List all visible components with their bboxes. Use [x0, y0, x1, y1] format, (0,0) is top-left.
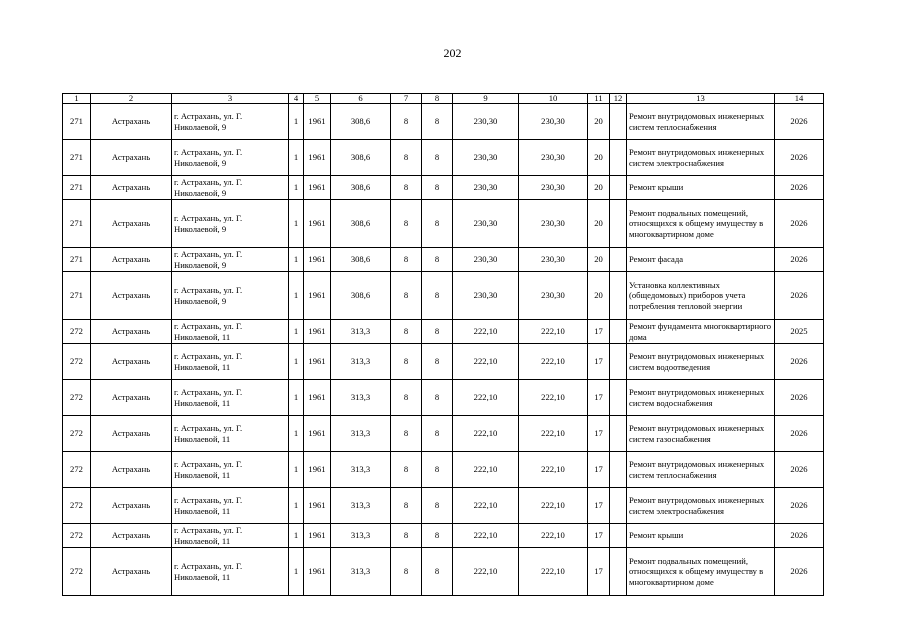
- table-cell: 271: [63, 248, 91, 272]
- table-cell: 222,10: [519, 524, 588, 548]
- table-cell: 8: [391, 452, 422, 488]
- table-cell: 17: [588, 548, 610, 596]
- table-cell: 2026: [775, 344, 824, 380]
- table-cell: 271: [63, 140, 91, 176]
- table-cell: 8: [422, 140, 453, 176]
- table-cell: 313,3: [331, 344, 391, 380]
- table-cell: 308,6: [331, 176, 391, 200]
- table-cell: 222,10: [453, 524, 519, 548]
- table-cell: 8: [422, 200, 453, 248]
- table-cell: 1: [289, 452, 304, 488]
- column-header: 8: [422, 94, 453, 104]
- table-cell: 222,10: [519, 452, 588, 488]
- column-header: 5: [304, 94, 331, 104]
- table-row: [63, 488, 824, 524]
- table-cell: 2026: [775, 176, 824, 200]
- table-cell: [610, 272, 627, 320]
- table-cell: г. Астрахань, ул. Г. Николаевой, 9: [172, 200, 289, 248]
- table-cell: 313,3: [331, 452, 391, 488]
- table-cell: 308,6: [331, 104, 391, 140]
- table-cell: Ремонт подвальных помещений, относящихся к общему имуществу в многоквартирном доме: [627, 548, 775, 596]
- table-cell: Ремонт фундамента многоквартирного дома: [627, 320, 775, 344]
- table-cell: 1961: [304, 272, 331, 320]
- table-cell: 308,6: [331, 140, 391, 176]
- column-header: 9: [453, 94, 519, 104]
- table-cell: 8: [391, 272, 422, 320]
- table-cell: 8: [422, 104, 453, 140]
- table-cell: 308,6: [331, 248, 391, 272]
- table-row: [63, 272, 824, 320]
- table-cell: 2026: [775, 272, 824, 320]
- table-cell: Ремонт внутридомовых инженерных систем водоотведения: [627, 344, 775, 380]
- table-cell: 20: [588, 200, 610, 248]
- table-cell: 272: [63, 380, 91, 416]
- table-cell: 8: [422, 320, 453, 344]
- table-cell: 8: [422, 344, 453, 380]
- table-cell: 20: [588, 104, 610, 140]
- table-cell: Ремонт фасада: [627, 248, 775, 272]
- column-header: 3: [172, 94, 289, 104]
- table-row: [63, 452, 824, 488]
- column-header: 2: [91, 94, 172, 104]
- table-cell: 230,30: [453, 272, 519, 320]
- table-cell: 2026: [775, 200, 824, 248]
- table-cell: 8: [391, 416, 422, 452]
- table-cell: 2026: [775, 380, 824, 416]
- table-body: [63, 94, 824, 596]
- table-cell: 1: [289, 344, 304, 380]
- table-row: [63, 320, 824, 344]
- table-cell: 222,10: [519, 320, 588, 344]
- table-cell: 1961: [304, 344, 331, 380]
- table-cell: 230,30: [519, 200, 588, 248]
- table-row: [63, 344, 824, 380]
- table-cell: г. Астрахань, ул. Г. Николаевой, 11: [172, 548, 289, 596]
- table-cell: 222,10: [519, 344, 588, 380]
- table-cell: 1961: [304, 452, 331, 488]
- column-header: 7: [391, 94, 422, 104]
- table-cell: 17: [588, 320, 610, 344]
- table-cell: 1: [289, 524, 304, 548]
- table-cell: 222,10: [453, 380, 519, 416]
- table-cell: 1961: [304, 320, 331, 344]
- table-cell: г. Астрахань, ул. Г. Николаевой, 11: [172, 524, 289, 548]
- table-cell: Установка коллективных (общедомовых) приборов учета потребления тепловой энергии: [627, 272, 775, 320]
- table-cell: 222,10: [453, 452, 519, 488]
- table-cell: Ремонт внутридомовых инженерных систем теплоснабжения: [627, 104, 775, 140]
- table-row: [63, 524, 824, 548]
- table-cell: 222,10: [519, 380, 588, 416]
- table-cell: [610, 488, 627, 524]
- table-cell: 8: [422, 416, 453, 452]
- column-header: 11: [588, 94, 610, 104]
- table-cell: [610, 380, 627, 416]
- column-header: 6: [331, 94, 391, 104]
- table-cell: [610, 416, 627, 452]
- table-cell: 20: [588, 140, 610, 176]
- table-cell: 1961: [304, 548, 331, 596]
- table-cell: 2026: [775, 548, 824, 596]
- table-cell: 222,10: [453, 344, 519, 380]
- table-cell: 8: [422, 176, 453, 200]
- table-cell: [610, 344, 627, 380]
- table-cell: 17: [588, 524, 610, 548]
- table-cell: 313,3: [331, 548, 391, 596]
- table-row: [63, 140, 824, 176]
- table-row: [63, 176, 824, 200]
- table-row: [63, 416, 824, 452]
- table-cell: 2026: [775, 488, 824, 524]
- table-cell: 2026: [775, 524, 824, 548]
- table-cell: Астрахань: [91, 140, 172, 176]
- table-cell: 271: [63, 104, 91, 140]
- table-cell: Ремонт внутридомовых инженерных систем теплоснабжения: [627, 452, 775, 488]
- table-cell: 222,10: [453, 548, 519, 596]
- table-cell: 1961: [304, 248, 331, 272]
- table-cell: Астрахань: [91, 344, 172, 380]
- table-cell: 2026: [775, 416, 824, 452]
- table-cell: 230,30: [519, 176, 588, 200]
- table-cell: г. Астрахань, ул. Г. Николаевой, 11: [172, 380, 289, 416]
- table-cell: Ремонт подвальных помещений, относящихся к общему имуществу в многоквартирном доме: [627, 200, 775, 248]
- table-cell: 230,30: [519, 248, 588, 272]
- table-cell: 1961: [304, 140, 331, 176]
- column-header: 14: [775, 94, 824, 104]
- table-cell: 230,30: [453, 104, 519, 140]
- table-cell: Ремонт внутридомовых инженерных систем газоснабжения: [627, 416, 775, 452]
- table-cell: г. Астрахань, ул. Г. Николаевой, 11: [172, 344, 289, 380]
- table-cell: 272: [63, 488, 91, 524]
- table-cell: 230,30: [519, 104, 588, 140]
- table-cell: 1961: [304, 104, 331, 140]
- table-cell: Астрахань: [91, 380, 172, 416]
- table-cell: 8: [422, 524, 453, 548]
- table-cell: [610, 548, 627, 596]
- table-cell: 222,10: [519, 488, 588, 524]
- table-cell: г. Астрахань, ул. Г. Николаевой, 9: [172, 272, 289, 320]
- table-cell: Астрахань: [91, 176, 172, 200]
- table-cell: 230,30: [453, 140, 519, 176]
- table-cell: 1961: [304, 200, 331, 248]
- table-cell: 2025: [775, 320, 824, 344]
- column-header: 10: [519, 94, 588, 104]
- table-cell: 313,3: [331, 380, 391, 416]
- table-cell: 1: [289, 248, 304, 272]
- table-cell: 8: [391, 320, 422, 344]
- table-cell: 8: [422, 248, 453, 272]
- table-cell: 230,30: [453, 176, 519, 200]
- table-cell: 8: [391, 104, 422, 140]
- table-cell: [610, 524, 627, 548]
- table-cell: [610, 248, 627, 272]
- table-cell: 1961: [304, 416, 331, 452]
- table-cell: 272: [63, 416, 91, 452]
- table-cell: 230,30: [453, 248, 519, 272]
- table-cell: [610, 140, 627, 176]
- table-cell: 1: [289, 104, 304, 140]
- table-cell: 8: [422, 380, 453, 416]
- table-cell: 20: [588, 272, 610, 320]
- table-cell: 8: [391, 380, 422, 416]
- table-cell: 272: [63, 548, 91, 596]
- table-cell: 272: [63, 320, 91, 344]
- table-cell: г. Астрахань, ул. Г. Николаевой, 9: [172, 140, 289, 176]
- table-cell: 230,30: [519, 272, 588, 320]
- table-cell: г. Астрахань, ул. Г. Николаевой, 9: [172, 248, 289, 272]
- table-cell: г. Астрахань, ул. Г. Николаевой, 11: [172, 416, 289, 452]
- table-cell: Астрахань: [91, 452, 172, 488]
- table-cell: 17: [588, 344, 610, 380]
- table-cell: 1: [289, 320, 304, 344]
- table-cell: 17: [588, 380, 610, 416]
- table-cell: 17: [588, 416, 610, 452]
- column-header: 13: [627, 94, 775, 104]
- table-cell: 313,3: [331, 320, 391, 344]
- table-cell: 1: [289, 176, 304, 200]
- table-cell: Астрахань: [91, 524, 172, 548]
- table-cell: Астрахань: [91, 548, 172, 596]
- column-header: 12: [610, 94, 627, 104]
- table-cell: Астрахань: [91, 488, 172, 524]
- table-cell: 1: [289, 488, 304, 524]
- table-cell: [610, 104, 627, 140]
- page-number: 202: [443, 46, 462, 60]
- table-cell: 308,6: [331, 272, 391, 320]
- table-cell: 230,30: [453, 200, 519, 248]
- table-cell: 8: [391, 176, 422, 200]
- table-cell: 2026: [775, 248, 824, 272]
- table-row: [63, 380, 824, 416]
- table-cell: 17: [588, 452, 610, 488]
- table-cell: 2026: [775, 452, 824, 488]
- table-cell: Ремонт внутридомовых инженерных систем электроснабжения: [627, 140, 775, 176]
- table-cell: 1: [289, 548, 304, 596]
- table-cell: г. Астрахань, ул. Г. Николаевой, 11: [172, 488, 289, 524]
- column-header: 1: [63, 94, 91, 104]
- table-cell: 8: [391, 248, 422, 272]
- table-cell: Астрахань: [91, 416, 172, 452]
- header-row: [63, 94, 824, 104]
- table-cell: 8: [422, 488, 453, 524]
- table-cell: 1: [289, 272, 304, 320]
- table-cell: Астрахань: [91, 104, 172, 140]
- table-cell: Астрахань: [91, 248, 172, 272]
- table-cell: 1961: [304, 380, 331, 416]
- table-cell: 8: [422, 452, 453, 488]
- table-cell: 1: [289, 416, 304, 452]
- table-cell: 8: [391, 524, 422, 548]
- table-cell: 2026: [775, 140, 824, 176]
- table-cell: г. Астрахань, ул. Г. Николаевой, 11: [172, 452, 289, 488]
- table-cell: [610, 200, 627, 248]
- table-cell: Ремонт внутридомовых инженерных систем электроснабжения: [627, 488, 775, 524]
- table-cell: 1961: [304, 176, 331, 200]
- table-cell: 272: [63, 452, 91, 488]
- table-cell: 17: [588, 488, 610, 524]
- table-cell: Ремонт внутридомовых инженерных систем водоснабжения: [627, 380, 775, 416]
- table-cell: 2026: [775, 104, 824, 140]
- table-cell: [610, 452, 627, 488]
- table-row: [63, 200, 824, 248]
- table-cell: 313,3: [331, 524, 391, 548]
- table-cell: г. Астрахань, ул. Г. Николаевой, 9: [172, 104, 289, 140]
- table-cell: 8: [391, 344, 422, 380]
- table-cell: 271: [63, 176, 91, 200]
- table-cell: Астрахань: [91, 272, 172, 320]
- table-cell: 1961: [304, 524, 331, 548]
- table-cell: 222,10: [453, 320, 519, 344]
- table-cell: 20: [588, 176, 610, 200]
- table-cell: 8: [422, 272, 453, 320]
- table-cell: 222,10: [453, 488, 519, 524]
- table-cell: 1: [289, 200, 304, 248]
- table-row: [63, 248, 824, 272]
- table-cell: г. Астрахань, ул. Г. Николаевой, 9: [172, 176, 289, 200]
- table-cell: [610, 320, 627, 344]
- table-cell: 8: [391, 548, 422, 596]
- column-header: 4: [289, 94, 304, 104]
- repair-schedule-table: [62, 93, 824, 596]
- table-cell: г. Астрахань, ул. Г. Николаевой, 11: [172, 320, 289, 344]
- table-cell: 271: [63, 272, 91, 320]
- table-cell: [610, 176, 627, 200]
- table-cell: 308,6: [331, 200, 391, 248]
- table-cell: 8: [422, 548, 453, 596]
- table-row: [63, 548, 824, 596]
- table-cell: 313,3: [331, 488, 391, 524]
- table-cell: 8: [391, 200, 422, 248]
- table-cell: Ремонт крыши: [627, 176, 775, 200]
- table-cell: 272: [63, 524, 91, 548]
- table-cell: 8: [391, 488, 422, 524]
- table-cell: 1961: [304, 488, 331, 524]
- table-cell: 8: [391, 140, 422, 176]
- table-cell: 271: [63, 200, 91, 248]
- table-cell: 1: [289, 140, 304, 176]
- table-cell: 222,10: [519, 548, 588, 596]
- table-row: [63, 104, 824, 140]
- table-cell: 313,3: [331, 416, 391, 452]
- table-cell: Астрахань: [91, 320, 172, 344]
- table-cell: 20: [588, 248, 610, 272]
- table-cell: 1: [289, 380, 304, 416]
- table-cell: 222,10: [453, 416, 519, 452]
- table-cell: Астрахань: [91, 200, 172, 248]
- table-cell: 222,10: [519, 416, 588, 452]
- table-cell: Ремонт крыши: [627, 524, 775, 548]
- table-cell: 230,30: [519, 140, 588, 176]
- table-cell: 272: [63, 344, 91, 380]
